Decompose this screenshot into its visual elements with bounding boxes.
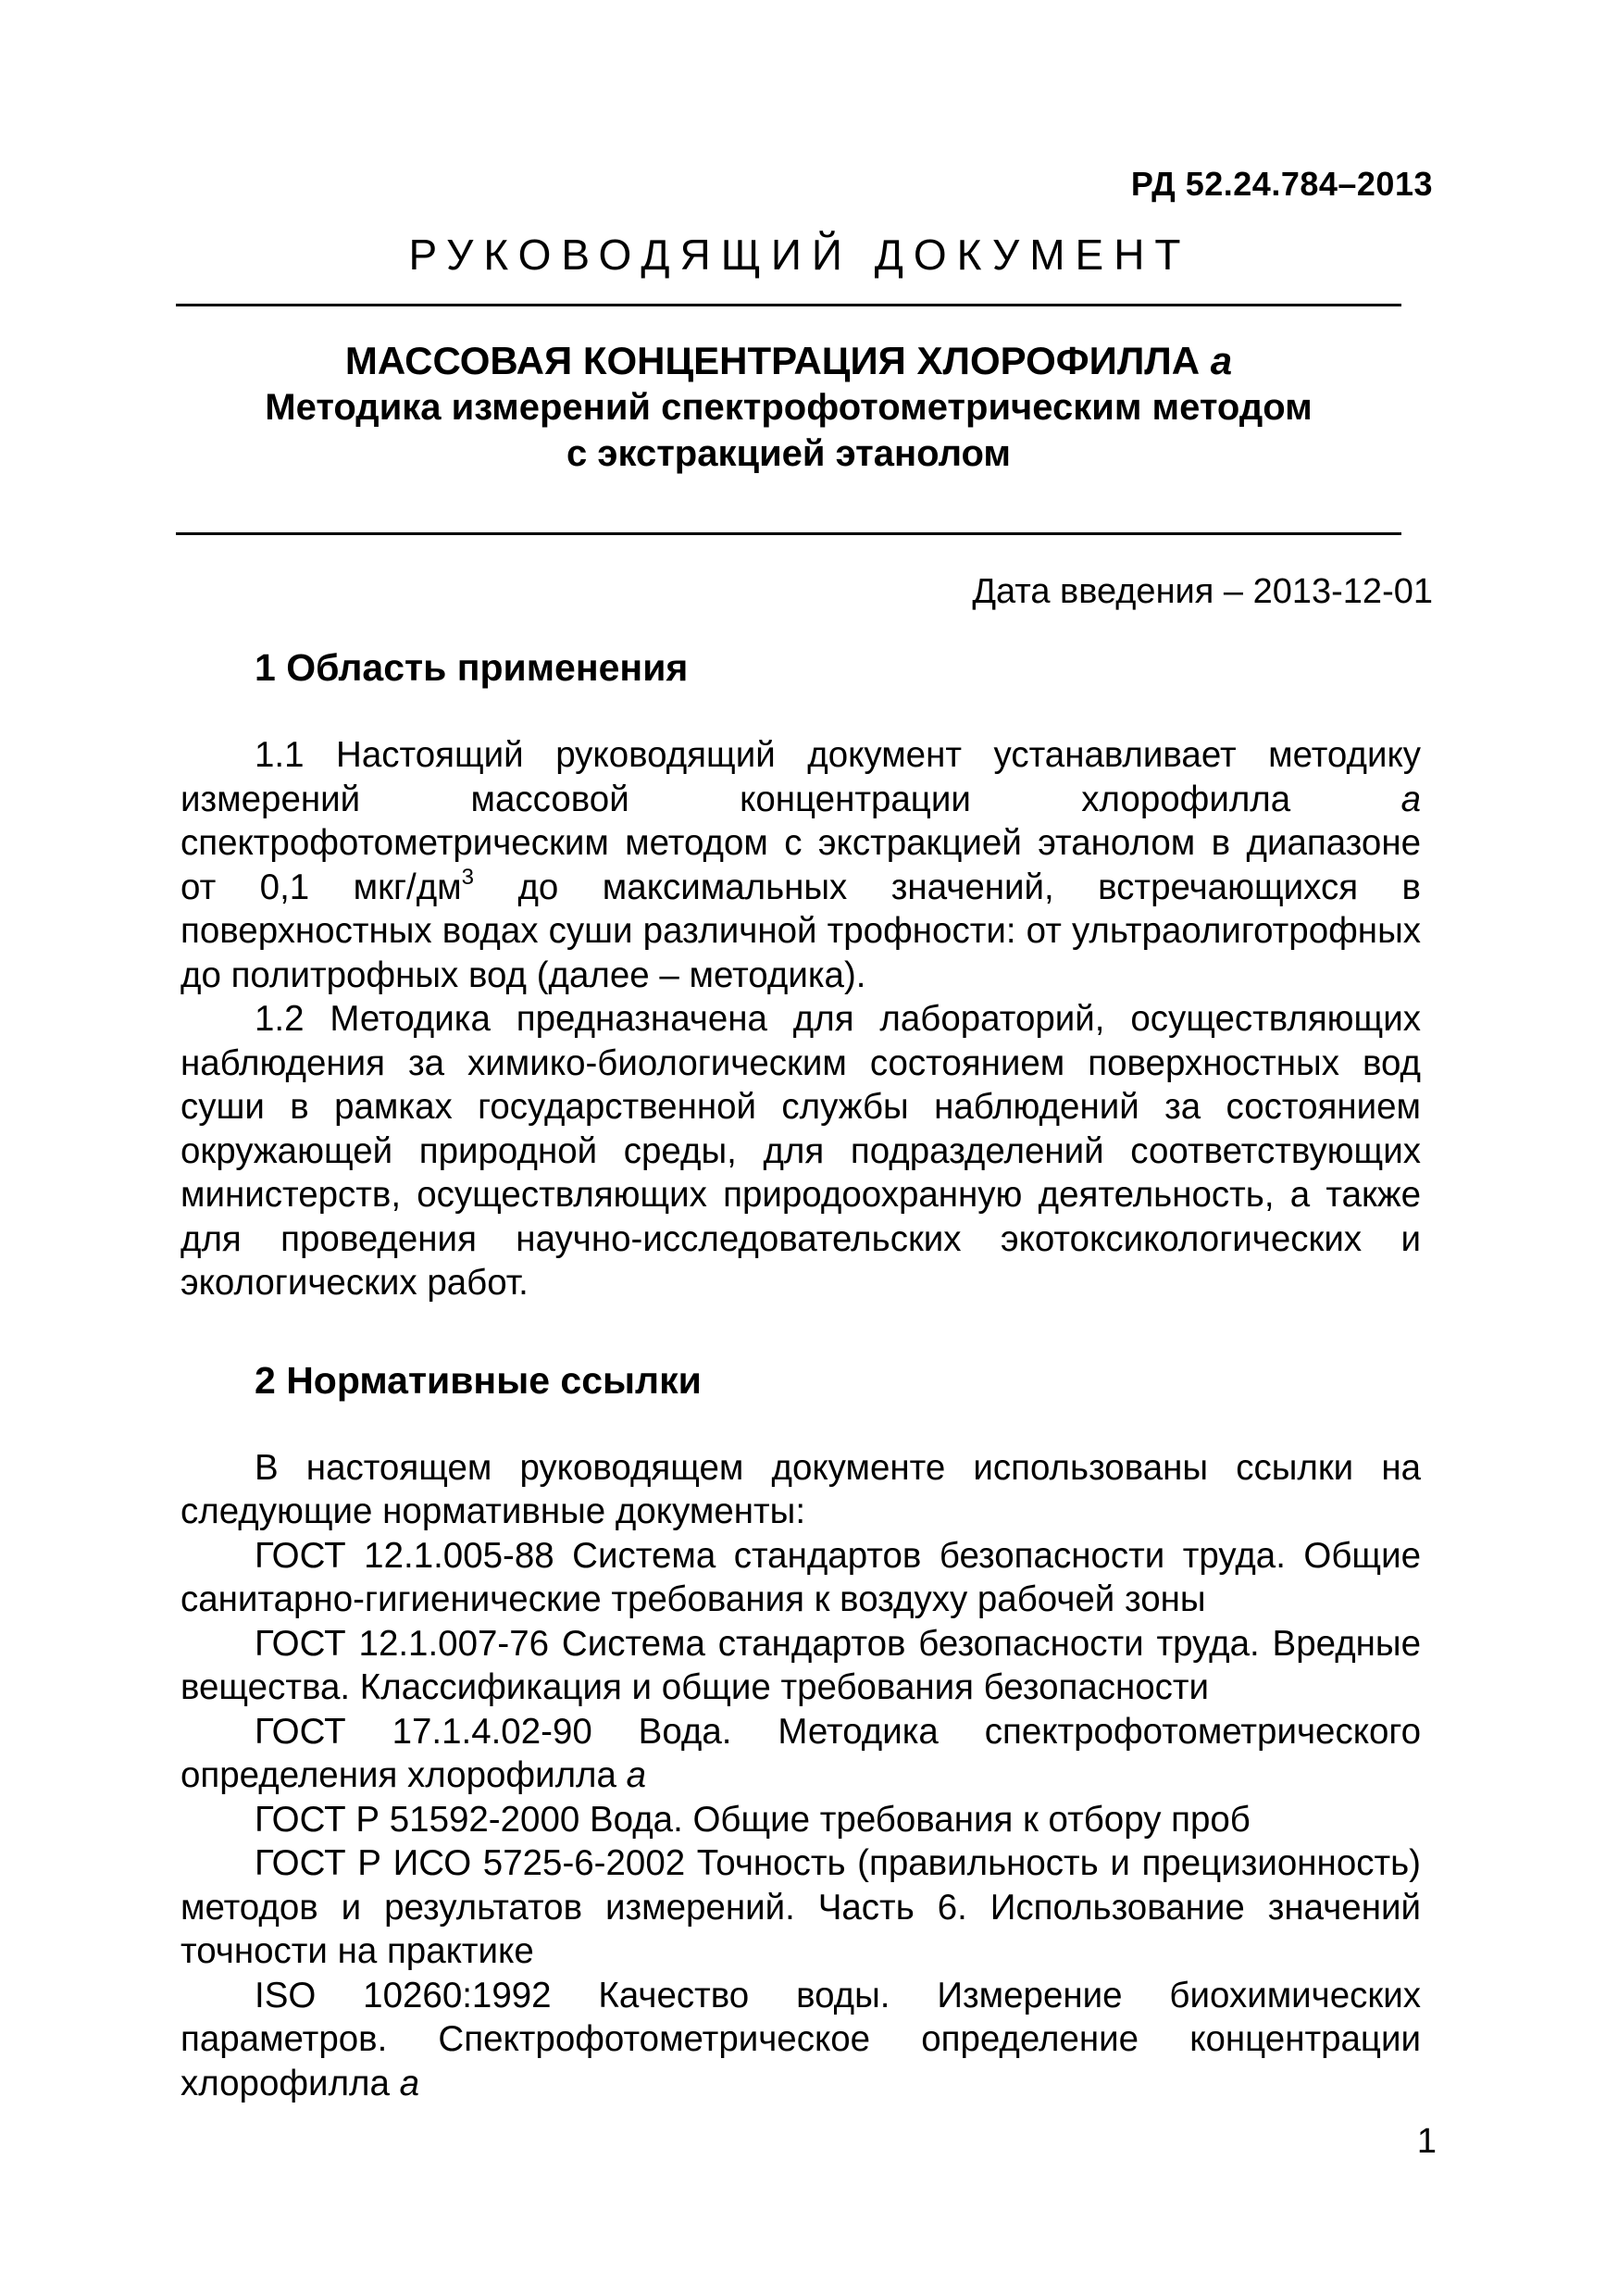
reference-text: ГОСТ 17.1.4.02-90 Вода. Методика спектрофотометрического определения хлорофилла	[180, 1711, 1421, 1795]
title-line-2: Методика измерений спектрофотометрическим методом	[265, 387, 1313, 428]
p1-superscript: 3	[461, 864, 474, 890]
section-spacer	[180, 691, 1421, 733]
title-line-3: с экстракцией этанолом	[566, 433, 1011, 474]
reference-item	[180, 1710, 1421, 1798]
p1-text-b: спектрофотометрическим методом с экстракцией этанолом в диапазоне от 0,1 мкг/дм	[180, 823, 1421, 907]
p1-text-a: 1.1 Настоящий руководящий документ устанавливает методику измерений массовой концентрации хлорофилла	[180, 735, 1421, 819]
reference-item	[180, 1974, 1421, 2106]
p1-text-c: до максимальных значений, встречающихся в поверхностных водах суши различной трофности: от ультраолиготрофных до политрофных вод (далее – методика).	[180, 867, 1421, 995]
section-2-intro: В настоящем руководящем документе использованы ссылки на следующие нормативные документы:	[180, 1447, 1421, 1531]
title-main-italic: а	[1210, 339, 1233, 382]
reference-item: ГОСТ 12.1.007-76 Система стандартов безопасности труда. Вредные вещества. Классификация и общие требования безопасности	[180, 1623, 1421, 1707]
document-title	[176, 338, 1401, 477]
title-main-text: МАССОВАЯ КОНЦЕНТРАЦИЯ ХЛОРОФИЛЛА	[344, 339, 1201, 382]
title-main-line	[176, 338, 1401, 384]
section-1-heading: 1 Область применения	[255, 646, 689, 689]
reference-text: ISO 10260:1992 Качество воды. Измерение биохимических параметров. Спектрофотометрическое определение концентрации хлорофилла	[180, 1975, 1421, 2103]
reference-italic: а	[626, 1755, 647, 1795]
document-body	[180, 644, 1421, 2105]
section-2-heading: 2 Нормативные ссылки	[255, 1358, 702, 1402]
page-number: 1	[1416, 2122, 1437, 2161]
reference-item: ГОСТ 12.1.005-88 Система стандартов безопасности труда. Общие санитарно-гигиенические требования к воздуху рабочей зоны	[180, 1535, 1421, 1619]
introduction-date: Дата введения – 2013-12-01	[972, 572, 1433, 611]
bottom-divider	[176, 532, 1401, 535]
document-code: РД 52.24.784–2013	[1130, 165, 1433, 203]
reference-item: ГОСТ Р ИСО 5725-6-2002 Точность (правильность и прецизионность) методов и результатов измерений. Часть 6. Использование значений точности на практике	[180, 1843, 1421, 1971]
p1-italic: а	[1400, 779, 1421, 819]
paragraph-1-2: 1.2 Методика предназначена для лабораторий, осуществляющих наблюдения за химико-биологическим состоянием поверхностных вод суши в рамках государственной службы наблюдений за состоянием окружающей природной среды, для подразделений соответствующих министерств, осуществляющих природоохранную деятельность, а также для проведения научно-исследовательских экотоксикологических и экологических работ.	[180, 999, 1421, 1303]
document-type-heading: РУКОВОДЯЩИЙ ДОКУМЕНТ	[408, 231, 1191, 279]
section-spacer	[180, 1404, 1421, 1446]
paragraph-1-1	[180, 733, 1421, 997]
top-divider	[176, 304, 1401, 306]
reference-item: ГОСТ Р 51592-2000 Вода. Общие требования к отбору проб	[255, 1799, 1251, 1840]
reference-italic: а	[399, 2063, 420, 2103]
